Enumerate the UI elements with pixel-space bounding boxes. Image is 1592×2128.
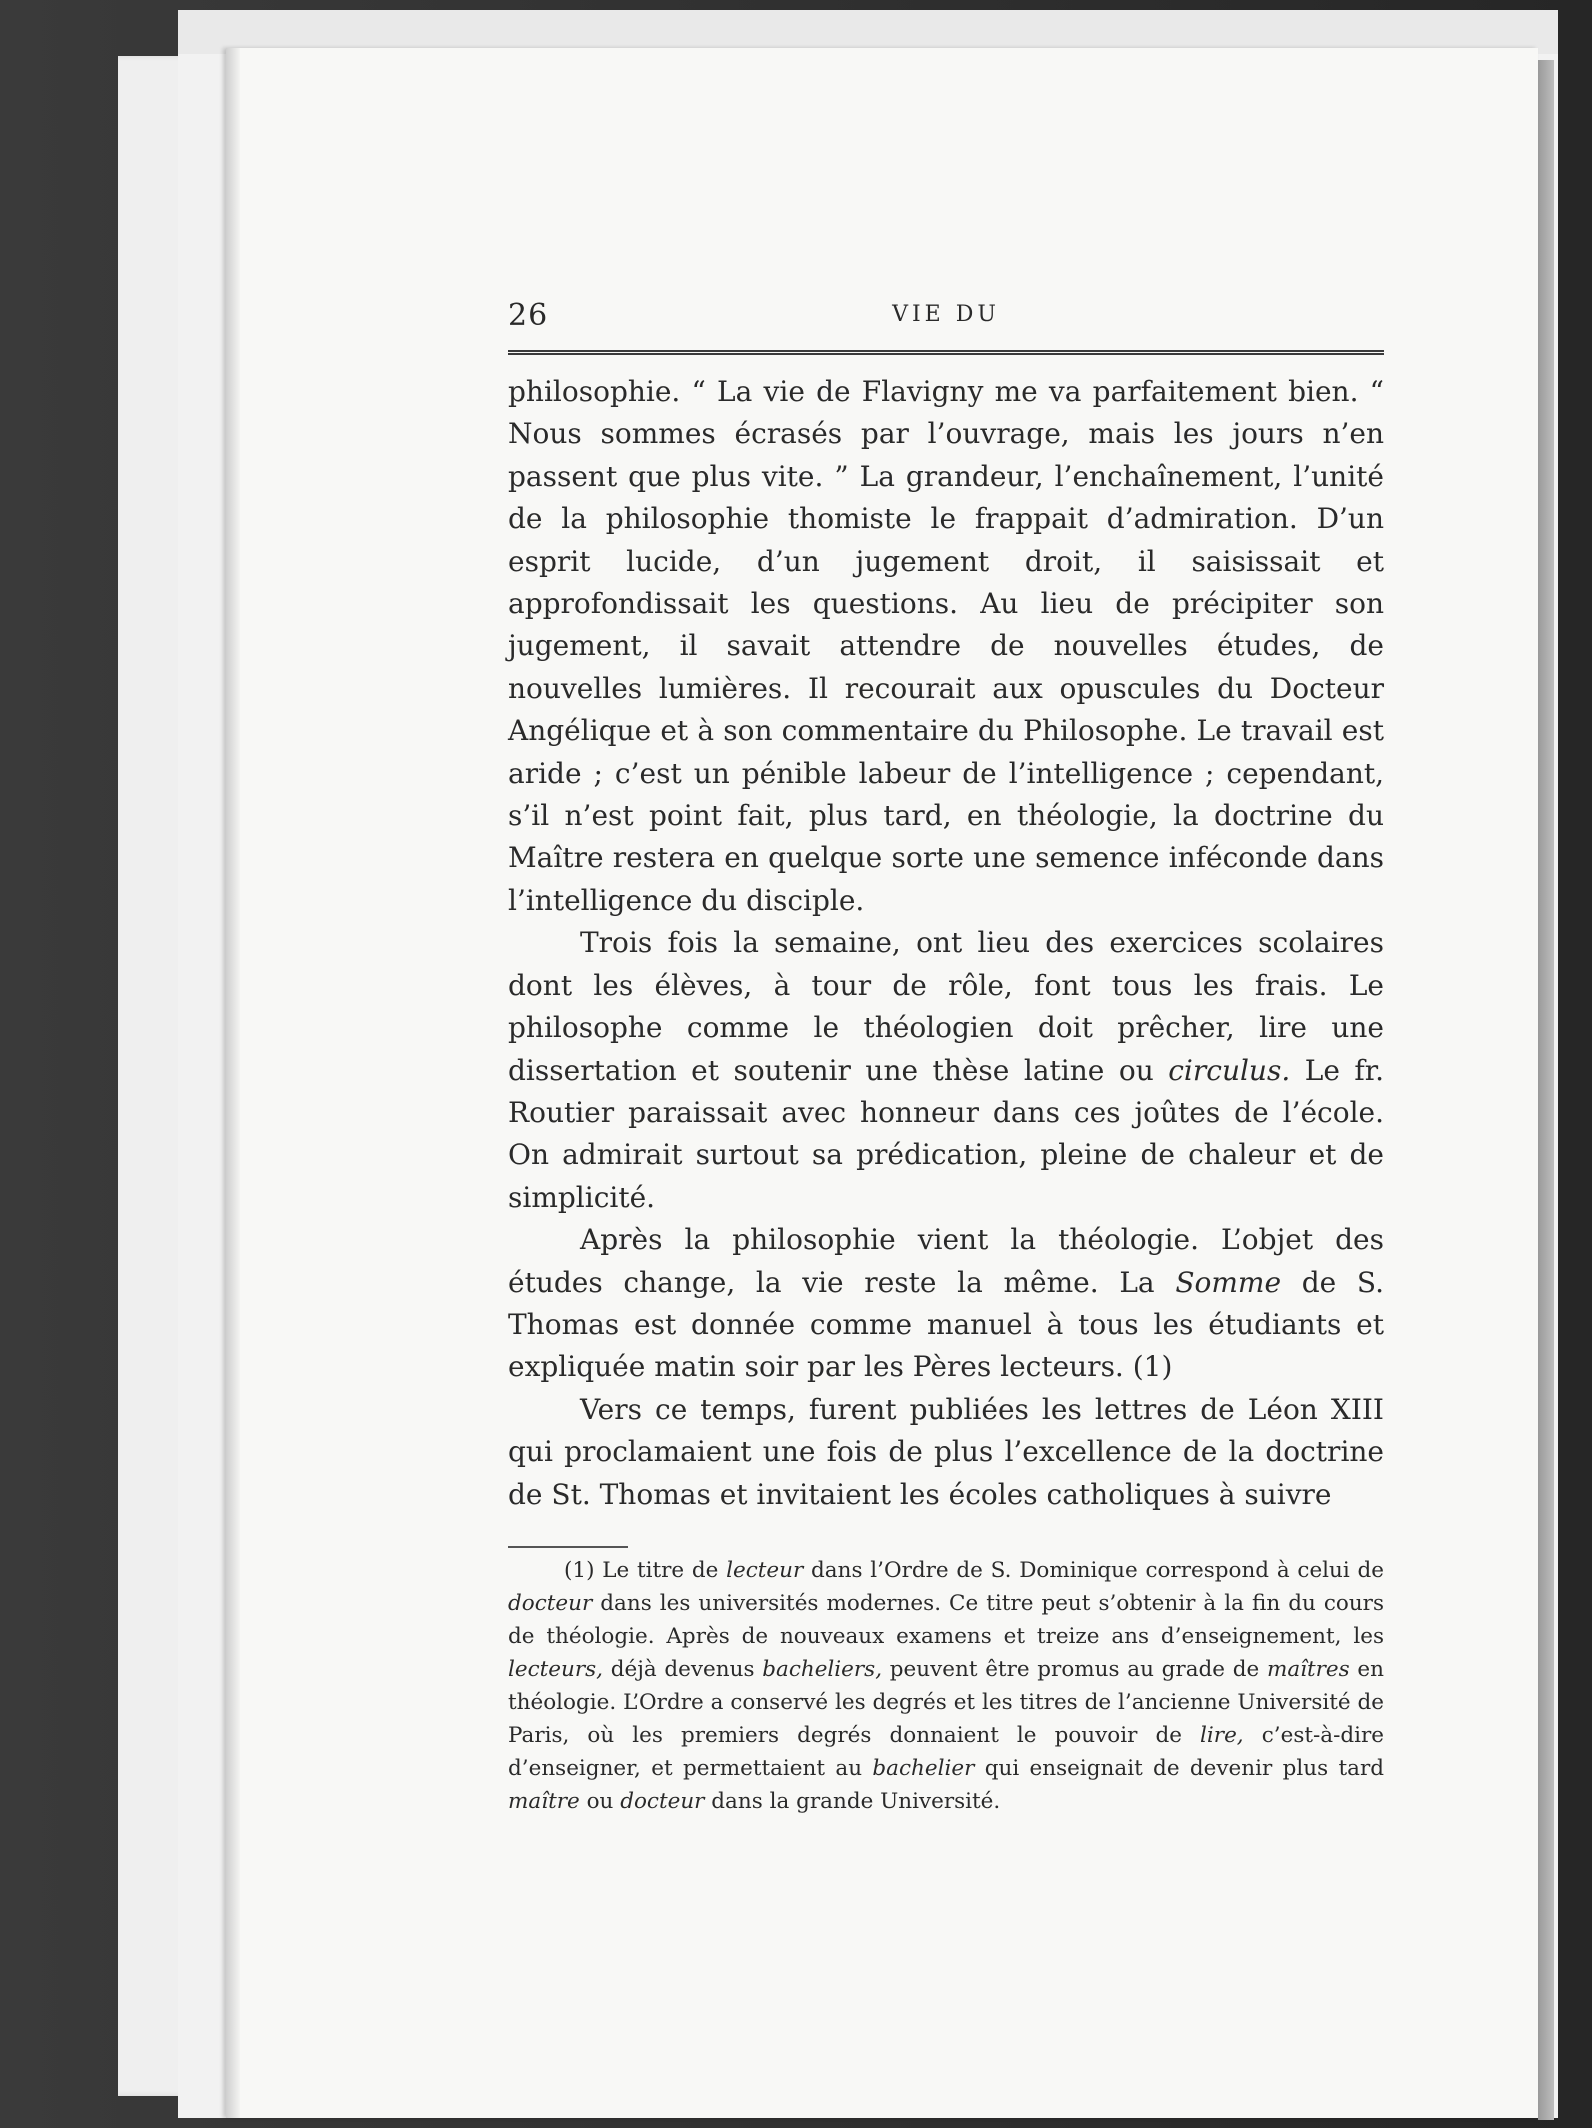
paragraph-3-italic: Somme [1175,1265,1282,1299]
footnote-italic: lire, [1200,1722,1244,1748]
page-gutter-edge [226,48,240,2118]
paragraph-1 [508,371,1384,922]
footnote-italic: maîtres [1266,1656,1350,1682]
paragraph-3-text-b: de S. Thomas est donnée comme manuel à tous les étudiants et expliquée matin soir par les Pères lecteurs. (1) [508,1265,1384,1384]
page-content [508,290,1384,1818]
footnote-part: peuvent être promus au grade de [882,1656,1267,1682]
footnote-part: dans les universités modernes. Ce titre peut s’obtenir à la fin du cours de théologie. Après de nouveaux examens et treize ans d’enseignement, les [508,1590,1384,1649]
footnote-part: en théologie. L’Ordre a conservé les degrés et les titres de l’ancienne Université de Paris, où les premiers degrés donnaient le pouvoir de [508,1656,1384,1748]
footnote-part: déjà devenus [603,1656,763,1682]
page-number: 26 [508,298,549,333]
footnote-italic: docteur [620,1788,705,1814]
footnote-italic: docteur [508,1590,593,1616]
footnote-part: dans la grande Université. [704,1788,1001,1814]
page-edge-shadow [1538,60,1554,2120]
footnote-italic: bacheliers, [762,1656,883,1682]
running-title: VIE DU [892,302,1000,327]
paragraph-1-text: philosophie. “ La vie de Flavigny me va parfaitement bien. “ Nous sommes écrasés par l’ouvrage, mais les jours n’en passent que plus vite. ” La grandeur, l’enchaînement, l’unité de la philosophie thomiste le frappait d’admiration. D’un esprit lucide, d’un jugement droit, il saisissait et approfondissait les questions. Au lieu de précipiter son jugement, il savait attendre de nouvelles études, de nouvelles lumières. Il recourait aux opuscules du Docteur Angélique et à son commentaire du Philosophe. Le travail est aride ; c’est un pénible labeur de l’intelligence ; cependant, s’il n’est point fait, plus tard, en théologie, la doctrine du Maître restera en quelque sorte une semence inféconde dans l’intelligence du disciple. [508,375,1384,917]
footnote-text [508,1554,1384,1818]
footnote [508,1554,1384,1818]
footnote-part: (1) Le titre de [564,1557,727,1583]
footnote-italic: maître [508,1788,580,1814]
footnote-separator [508,1546,628,1548]
paragraph-4-text: Vers ce temps, furent publiées les lettres de Léon XIII qui proclamaient une fois de plus l’excellence de la doctrine de St. Thomas et invitaient les écoles catholiques à suivre [508,1392,1384,1511]
paragraph-3-text-a: Après la philosophie vient la théologie. L’objet des études change, la vie reste la même. La [508,1223,1384,1299]
footnote-part: c’est-à-dire d’enseigner, et permettaient au [508,1722,1384,1781]
paragraph-4 [508,1389,1384,1516]
footnote-italic: lecteurs, [508,1656,603,1682]
footnote-part: ou [579,1788,621,1814]
paragraph-3 [508,1219,1384,1389]
footnote-italic: bachelier [872,1755,975,1781]
footnote-italic: lecteur [726,1557,804,1583]
footnote-part: qui enseignait de devenir plus tard [974,1755,1384,1781]
paragraph-2-text-a: Trois fois la semaine, ont lieu des exercices scolaires dont les élèves, à tour de rôle, font tous les frais. Le philosophe comme le théologien doit prêcher, lire une dissertation et soutenir une thèse latine ou [508,926,1384,1087]
paragraph-2-italic: circulus. [1168,1053,1291,1087]
paragraph-2-text-b: Le fr. Routier paraissait avec honneur dans ces joûtes de l’école. On admirait surtout sa prédication, pleine de chaleur et de simplicité. [508,1053,1384,1214]
running-head [508,290,1384,355]
body-text [508,371,1384,1516]
footnote-part: dans l’Ordre de S. Dominique correspond à celui de [803,1557,1385,1583]
paragraph-2 [508,922,1384,1219]
